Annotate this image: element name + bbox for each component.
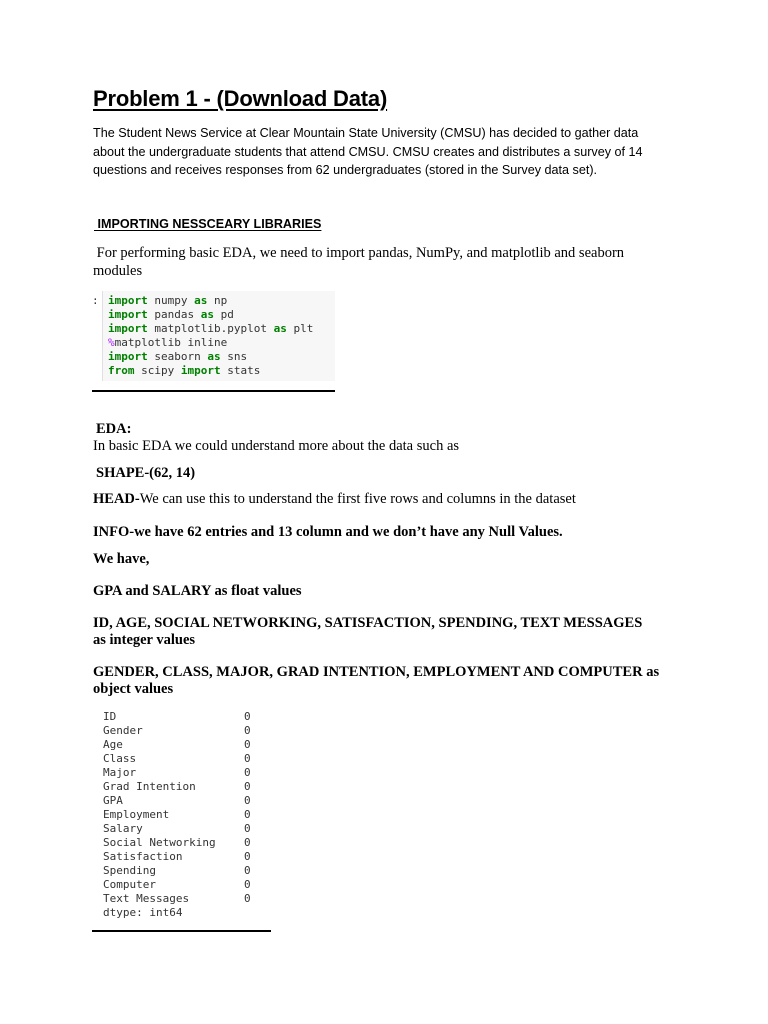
- code-keyword: import: [108, 322, 148, 335]
- code-keyword: as: [200, 308, 214, 321]
- null-count-row: [103, 766, 251, 780]
- code-magic: %: [108, 336, 115, 349]
- code-keyword: import: [108, 308, 148, 321]
- we-have-line: We have,: [93, 551, 150, 567]
- code-line: [108, 322, 335, 336]
- column-name: ID: [103, 710, 117, 723]
- code-token: stats: [220, 364, 261, 377]
- code-token: sns: [220, 350, 248, 363]
- code-keyword: from: [108, 364, 135, 377]
- column-name: Salary: [103, 822, 143, 835]
- null-count-row: [103, 752, 251, 766]
- null-count-value: 0: [244, 724, 251, 737]
- code-token: seaborn: [147, 350, 208, 363]
- null-count-value: 0: [244, 836, 251, 849]
- code-token: matplotlib.pyplot: [147, 322, 274, 335]
- object-values-block: [93, 664, 693, 698]
- code-token: pd: [213, 308, 234, 321]
- code-keyword: as: [273, 322, 287, 335]
- null-count-value: 0: [244, 710, 251, 723]
- code-token: scipy: [134, 364, 181, 377]
- null-count-row: [103, 710, 251, 724]
- null-count-row: [103, 780, 251, 794]
- code-cell-body: [102, 291, 335, 381]
- float-values-line: GPA and SALARY as float values: [93, 583, 302, 599]
- code-token: np: [207, 294, 228, 307]
- info-line: INFO-we have 62 entries and 13 column and we don’t have any Null Values.: [93, 524, 563, 540]
- integer-values-line: ID, AGE, SOCIAL NETWORKING, SATISFACTION, SPENDING, TEXT MESSAGES: [93, 615, 643, 631]
- paragraph-line: modules: [93, 263, 143, 279]
- column-name: Class: [103, 752, 137, 765]
- column-name: Major: [103, 766, 137, 779]
- code-keyword: as: [207, 350, 221, 363]
- intro-line: The Student News Service at Clear Mountain State University (CMSU) has decided to gather data: [93, 126, 639, 140]
- libraries-heading: IMPORTING NESSCEARY LIBRARIES: [94, 217, 322, 231]
- null-count-value: 0: [244, 808, 251, 821]
- eda-label: EDA:: [96, 421, 132, 437]
- code-line: [108, 294, 335, 308]
- code-keyword: as: [194, 294, 208, 307]
- column-name: Spending: [103, 864, 156, 877]
- null-count-row: [103, 836, 251, 850]
- integer-values-block: [93, 615, 693, 649]
- page-title: Problem 1 - (Download Data): [93, 86, 388, 111]
- column-name: Employment: [103, 808, 170, 821]
- head-text: We can use this to understand the first five rows and columns in the dataset: [139, 491, 576, 507]
- column-name: Gender: [103, 724, 143, 737]
- integer-values-line: as integer values: [93, 632, 196, 648]
- dtype-line: dtype: int64: [103, 906, 183, 919]
- column-name: Social Networking: [103, 836, 216, 849]
- null-count-value: 0: [244, 864, 251, 877]
- divider: [92, 930, 271, 932]
- null-count-value: 0: [244, 850, 251, 863]
- object-values-line: GENDER, CLASS, MAJOR, GRAD INTENTION, EMPLOYMENT AND COMPUTER as: [93, 664, 660, 680]
- intro-line: about the undergraduate students that attend CMSU. CMSU creates and distributes a survey of 14: [93, 144, 643, 159]
- null-count-value: 0: [244, 752, 251, 765]
- intro-line: questions and receives responses from 62 undergraduates (stored in the Survey data set).: [93, 163, 598, 177]
- code-token: plt: [286, 322, 314, 335]
- code-token: numpy: [147, 294, 195, 307]
- code-keyword: import: [108, 294, 148, 307]
- column-name: Computer: [103, 878, 156, 891]
- code-line: [108, 336, 335, 350]
- eda-description: In basic EDA we could understand more about the data such as: [93, 438, 460, 454]
- column-name: GPA: [103, 794, 123, 807]
- code-cell: [86, 289, 335, 381]
- code-line: [108, 350, 335, 364]
- null-count-row: [103, 724, 251, 738]
- null-count-value: 0: [244, 794, 251, 807]
- head-line: [93, 491, 693, 508]
- null-count-value: 0: [244, 892, 251, 905]
- null-count-value: 0: [244, 822, 251, 835]
- column-name: Grad Intention: [103, 780, 196, 793]
- null-count-value: 0: [244, 780, 251, 793]
- null-count-row: [103, 864, 251, 878]
- code-token: pandas: [147, 308, 201, 321]
- null-count-row: [103, 822, 251, 836]
- null-count-row: [103, 892, 251, 906]
- null-count-row: [103, 738, 251, 752]
- null-count-value: 0: [244, 766, 251, 779]
- column-name: Satisfaction: [103, 850, 183, 863]
- code-keyword: import: [180, 364, 221, 377]
- null-count-row: [103, 808, 251, 822]
- column-name: Age: [103, 738, 123, 751]
- code-line: [108, 308, 335, 322]
- null-count-row: [103, 878, 251, 892]
- divider: [92, 390, 335, 392]
- column-name: Text Messages: [103, 892, 190, 905]
- null-count-output: [103, 710, 251, 920]
- shape-line: SHAPE-(62, 14): [96, 465, 196, 481]
- cell-prompt: :: [92, 294, 99, 307]
- code-keyword: import: [108, 350, 148, 363]
- object-values-line: object values: [93, 681, 174, 697]
- null-count-value: 0: [244, 738, 251, 751]
- head-label: HEAD-: [93, 491, 140, 507]
- libraries-paragraph: [93, 244, 673, 280]
- intro-paragraph: [93, 124, 693, 180]
- null-count-value: 0: [244, 878, 251, 891]
- code-token: matplotlib inline: [114, 336, 228, 349]
- paragraph-line: For performing basic EDA, we need to import pandas, NumPy, and matplotlib and seaborn: [93, 245, 625, 261]
- null-count-row: [103, 850, 251, 864]
- null-count-row: [103, 794, 251, 808]
- code-line: [108, 364, 335, 378]
